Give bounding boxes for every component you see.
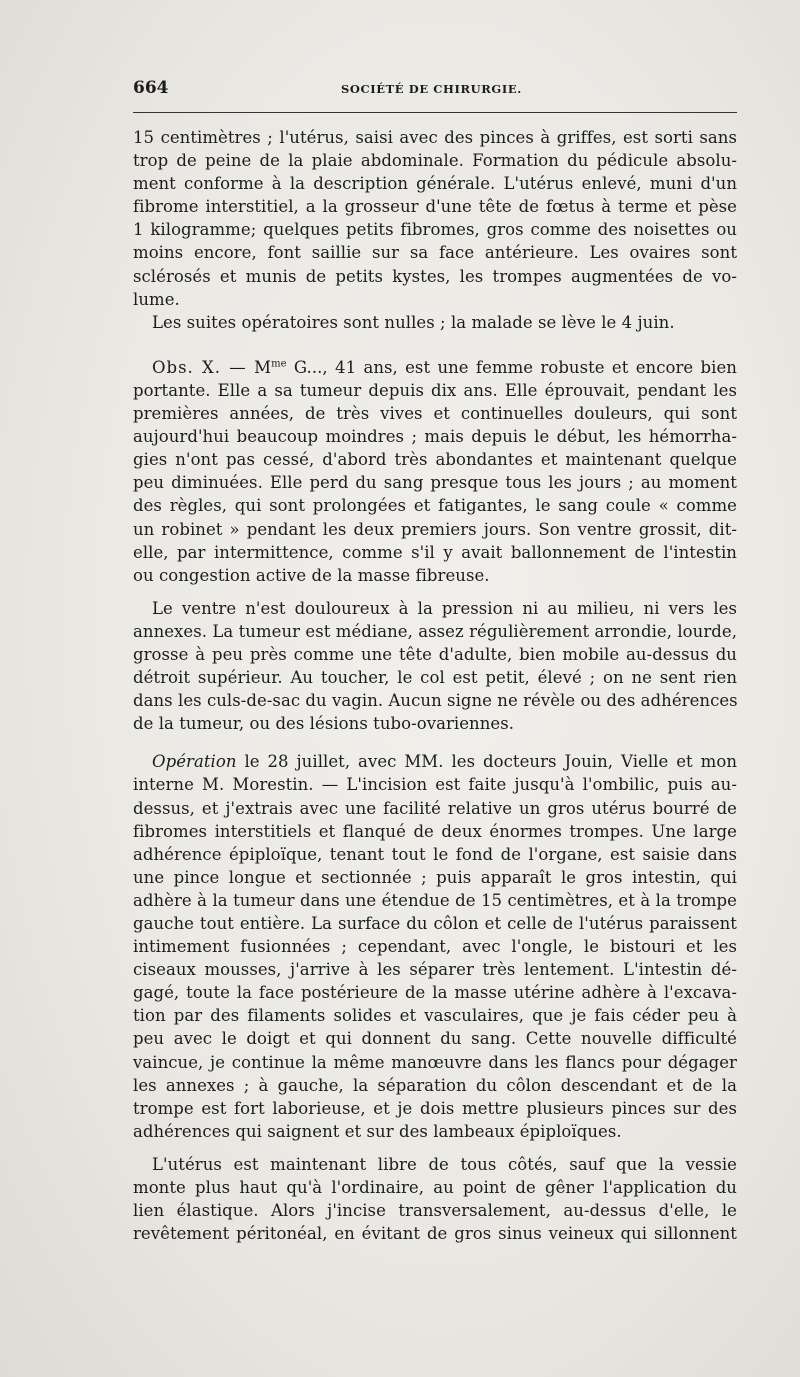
operation-word: Opération [152, 752, 237, 772]
text-line: aujourd'hui beaucoup moindres ; mais depuis le début, les hémorrha- [133, 427, 737, 447]
paragraph-gap [133, 735, 737, 750]
text-line: lume. [133, 289, 180, 309]
text-line: L'utérus est maintenant libre de tous côtés, sauf que la vessie [152, 1154, 737, 1174]
header-rule [133, 112, 737, 113]
text-line: gies n'ont pas cessé, d'abord très abondantes et maintenant quelque [133, 450, 737, 470]
text-line: tion par des filaments solides et vasculaires, que je fais céder peu à [133, 1006, 737, 1026]
page-header [133, 78, 737, 100]
paragraph-examination [133, 597, 737, 736]
text-line: grosse à peu près comme une tête d'adulte, bien mobile au-dessus du [133, 644, 737, 664]
observation-name-sup: me [271, 358, 287, 370]
text-line: premières années, de très vives et continuelles douleurs, qui sont [133, 404, 737, 424]
text-line: revêtement péritonéal, en évitant de gros sinus veineux qui sillonnent [133, 1224, 737, 1244]
observation-rest: G..., 41 ans, est une femme robuste et encore bien [293, 357, 737, 377]
text-line: adhérences qui saignent et sur des lambeaux épiploïques. [133, 1121, 622, 1141]
observation-first-line [133, 356, 737, 379]
page-number: 664 [133, 78, 169, 98]
paragraph-gap [133, 587, 737, 597]
text-line: fibromes interstitiels et flanqué de deux énormes trompes. Une large [133, 821, 737, 841]
observation-x [133, 356, 737, 587]
observation-name: M [254, 357, 272, 377]
text-line: gagé, toute la face postérieure de la masse utérine adhère à l'excava- [133, 983, 737, 1003]
observation-label: Obs. X. — [152, 357, 247, 377]
text-line: ou congestion active de la masse fibreuse. [133, 565, 490, 585]
text-line: les annexes ; à gauche, la séparation du côlon descendant et de la [133, 1075, 737, 1095]
operation-rest: le 28 juillet, avec MM. les docteurs Jouin, Vielle et mon [244, 752, 737, 772]
text-line: des règles, qui sont prolongées et fatigantes, le sang coule « comme [133, 496, 737, 516]
text-line: une pince longue et sectionnée ; puis apparaît le gros intestin, qui [133, 867, 737, 887]
body-text [133, 126, 737, 1245]
text-line: dessus, et j'extrais avec une facilité relative un gros utérus bourré de [133, 798, 737, 818]
paragraph-gap [133, 1143, 737, 1153]
text-line: adhérence épiploïque, tenant tout le fond de l'organe, est saisie dans [133, 844, 737, 864]
text-line: intimement fusionnées ; cependant, avec l'ongle, le bistouri et les [133, 937, 737, 957]
paragraph-operation [133, 750, 737, 1143]
text-line: ment conforme à la description générale. L'utérus enlevé, muni d'un [133, 174, 737, 194]
text-line: gauche tout entière. La surface du côlon et celle de l'utérus paraissent [133, 914, 737, 933]
text-line: trompe est fort laborieuse, et je dois mettre plusieurs pinces sur des [133, 1098, 737, 1118]
text-line: portante. Elle a sa tumeur depuis dix ans. Elle éprouvait, pendant les [133, 380, 737, 400]
text-line: monte plus haut qu'à l'ordinaire, au point de gêner l'application du [133, 1178, 737, 1198]
section-gap [133, 334, 737, 356]
text-line: sclérosés et munis de petits kystes, les trompes augmentées de vo- [133, 266, 737, 286]
text-line: vaincue, je continue la même manœuvre dans les flancs pour dégager [133, 1052, 737, 1072]
text-line: ciseaux mousses, j'arrive à les séparer très lentement. L'intestin dé- [133, 960, 737, 980]
paragraph-suites [133, 311, 737, 334]
text-line: 15 centimètres ; l'utérus, saisi avec des pinces à griffes, est sorti sans [133, 128, 737, 147]
text-line: elle, par intermittence, comme s'il y avait ballonnement de l'intestin [133, 542, 737, 562]
running-title: SOCIÉTÉ DE CHIRURGIE. [341, 82, 522, 96]
text-line: fibrome interstitiel, a la grosseur d'une tête de fœtus à terme et pèse [133, 197, 737, 217]
text-line: Les suites opératoires sont nulles ; la malade se lève le 4 juin. [152, 312, 675, 332]
text-line: dans les culs-de-sac du vagin. Aucun signe ne révèle ou des adhérences [133, 691, 738, 711]
text-line: lien élastique. Alors j'incise transversalement, au-dessus d'elle, le [133, 1201, 737, 1221]
text-line: 1 kilogramme; quelques petits fibromes, gros comme des noisettes ou [133, 220, 737, 240]
paragraph-uterus-free [133, 1153, 737, 1245]
text-line: adhère à la tumeur dans une étendue de 15 centimètres, et à la trompe [133, 890, 737, 910]
text-line: interne M. Morestin. — L'incision est faite jusqu'à l'ombilic, puis au- [133, 775, 737, 795]
text-line: peu avec le doigt et qui donnent du sang. Cette nouvelle difficulté [133, 1029, 737, 1049]
text-line: Le ventre n'est douloureux à la pression ni au milieu, ni vers les [152, 598, 737, 618]
text-line: peu diminuées. Elle perd du sang presque tous les jours ; au moment [133, 473, 737, 493]
text-line: de la tumeur, ou des lésions tubo-ovariennes. [133, 714, 515, 734]
text-line: trop de peine de la plaie abdominale. Formation du pédicule absolu- [133, 151, 737, 171]
operation-first-line [133, 750, 737, 773]
paragraph-continuation [133, 126, 737, 311]
text-line: moins encore, font saillie sur sa face antérieure. Les ovaires sont [133, 243, 737, 263]
text-line: détroit supérieur. Au toucher, le col est petit, élevé ; on ne sent rien [133, 668, 737, 688]
text-line: annexes. La tumeur est médiane, assez régulièrement arrondie, lourde, [133, 621, 737, 641]
text-line: un robinet » pendant les deux premiers jours. Son ventre grossit, dit- [133, 519, 737, 539]
